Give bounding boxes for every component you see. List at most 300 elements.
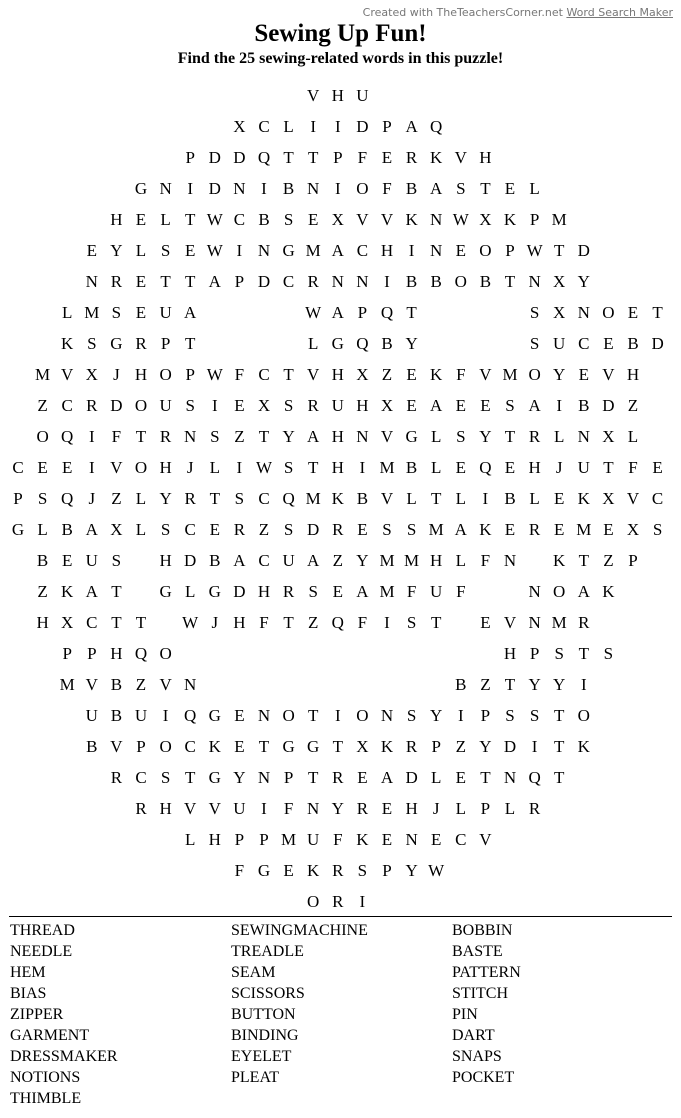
grid-letter: Y: [405, 861, 418, 880]
grid-letter: P: [628, 551, 638, 570]
grid-letter: E: [627, 303, 639, 322]
grid-letter: S: [505, 396, 515, 415]
grid-letter: Y: [528, 675, 541, 694]
grid-letter: Y: [282, 427, 295, 446]
grid-letter: L: [430, 768, 442, 787]
word-list-item: DART: [452, 1027, 495, 1044]
grid-letter: R: [135, 334, 147, 353]
grid-letter: H: [626, 365, 640, 384]
grid-letter: N: [184, 427, 197, 446]
word-list-item: BOBBIN: [452, 922, 513, 939]
grid-letter: Y: [479, 427, 492, 446]
grid-letter: E: [430, 830, 442, 849]
grid-letter: Y: [405, 334, 418, 353]
grid-letter: M: [281, 830, 297, 849]
grid-letter: F: [333, 830, 343, 849]
grid-letter: X: [626, 520, 640, 539]
grid-letter: K: [61, 582, 74, 601]
grid-letter: N: [528, 613, 541, 632]
grid-letter: U: [85, 551, 98, 570]
grid-letter: E: [455, 458, 466, 477]
word-list-item: BIAS: [10, 985, 47, 1002]
grid-letter: L: [504, 799, 516, 818]
grid-letter: X: [61, 613, 74, 632]
grid-letter: B: [455, 675, 467, 694]
grid-letter: T: [307, 768, 319, 787]
grid-letter: O: [356, 179, 369, 198]
grid-letter: A: [430, 396, 443, 415]
word-list-item: BINDING: [231, 1027, 299, 1044]
grid-letter: F: [382, 179, 392, 198]
grid-letter: V: [307, 365, 320, 384]
grid-letter: S: [160, 520, 171, 539]
grid-letter: N: [577, 427, 590, 446]
grid-letter: Z: [37, 582, 48, 601]
grid-letter: Q: [331, 613, 344, 632]
grid-letter: V: [159, 675, 172, 694]
grid-letter: C: [86, 613, 98, 632]
grid-letter: G: [208, 706, 221, 725]
grid-letter: T: [332, 737, 343, 756]
grid-letter: N: [356, 272, 369, 291]
grid-letter: R: [307, 272, 319, 291]
grid-letter: V: [380, 210, 394, 229]
grid-letter: E: [332, 582, 343, 601]
grid-letter: W: [452, 210, 469, 229]
grid-letter: H: [134, 365, 148, 384]
grid-letter: H: [331, 365, 344, 384]
grid-letter: Y: [479, 737, 492, 756]
grid-letter: N: [257, 706, 271, 725]
grid-letter: J: [211, 613, 219, 632]
grid-letter: S: [37, 489, 48, 508]
grid-letter: S: [283, 396, 294, 415]
grid-letter: Z: [381, 365, 393, 384]
grid-letter: C: [258, 365, 270, 384]
grid-letter: K: [430, 365, 443, 384]
grid-letter: G: [208, 582, 221, 601]
grid-letter: H: [430, 551, 443, 570]
grid-letter: I: [384, 613, 390, 632]
grid-letter: R: [332, 768, 344, 787]
grid-letter: E: [455, 241, 466, 260]
grid-letter: B: [356, 489, 369, 508]
grid-letter: X: [602, 489, 615, 508]
grid-letter: L: [209, 458, 220, 477]
grid-letter: K: [430, 148, 443, 167]
grid-letter: D: [602, 396, 615, 415]
grid-letter: W: [428, 861, 445, 880]
grid-letter: D: [233, 582, 246, 601]
grid-letter: E: [184, 241, 196, 260]
grid-letter: K: [61, 334, 74, 353]
grid-letter: N: [85, 272, 98, 291]
grid-letter: I: [359, 458, 366, 477]
grid-letter: O: [602, 303, 615, 322]
word-list: [0, 920, 681, 1118]
grid-letter: X: [380, 396, 394, 415]
grid-letter: K: [380, 737, 394, 756]
grid-letter: A: [307, 427, 320, 446]
grid-letter: T: [578, 644, 589, 663]
grid-letter: N: [307, 179, 320, 198]
grid-letter: P: [136, 737, 146, 756]
grid-letter: A: [85, 582, 98, 601]
grid-letter: V: [85, 675, 98, 694]
grid-letter: O: [356, 706, 369, 725]
grid-letter: S: [357, 861, 368, 880]
grid-letter: Y: [430, 706, 443, 725]
grid-letter: Z: [135, 675, 147, 694]
grid-letter: S: [652, 520, 663, 539]
grid-letter: R: [233, 520, 246, 539]
grid-letter: U: [307, 830, 320, 849]
grid-letter: S: [406, 613, 417, 632]
grid-letter: P: [431, 737, 441, 756]
grid-letter: B: [61, 520, 73, 539]
grid-letter: M: [502, 365, 518, 384]
grid-letter: E: [357, 520, 368, 539]
grid-letter: L: [135, 489, 147, 508]
grid-letter: E: [61, 551, 73, 570]
grid-letter: H: [380, 241, 394, 260]
grid-letter: T: [184, 334, 196, 353]
grid-letter: P: [185, 148, 195, 167]
grid-letter: L: [627, 427, 639, 446]
grid-letter: E: [86, 241, 97, 260]
grid-letter: R: [528, 427, 541, 446]
grid-letter: S: [87, 334, 97, 353]
grid-letter: S: [603, 644, 614, 663]
grid-letter: Z: [258, 520, 270, 539]
grid-letter: A: [85, 520, 98, 539]
grid-letter: B: [578, 396, 590, 415]
grid-letter: U: [356, 86, 369, 105]
grid-letter: T: [184, 768, 196, 787]
grid-letter: I: [211, 396, 218, 415]
grid-letter: T: [553, 241, 565, 260]
grid-letter: A: [528, 396, 541, 415]
grid-letter: O: [159, 644, 172, 663]
grid-letter: P: [160, 334, 171, 353]
grid-letter: V: [380, 427, 394, 446]
grid-letter: Z: [234, 427, 245, 446]
grid-letter: O: [159, 365, 172, 384]
grid-letter: R: [282, 582, 295, 601]
grid-letter: X: [85, 365, 98, 384]
grid-letter: R: [184, 489, 196, 508]
grid-letter: E: [406, 396, 417, 415]
word-list-item: ZIPPER: [10, 1006, 64, 1023]
word-list-item: PLEAT: [231, 1069, 279, 1086]
grid-letter: H: [159, 799, 172, 818]
grid-letter: Q: [61, 427, 74, 446]
grid-letter: K: [208, 737, 221, 756]
grid-letter: H: [528, 458, 541, 477]
grid-letter: S: [185, 396, 195, 415]
grid-letter: X: [257, 396, 271, 415]
grid-letter: Q: [479, 458, 492, 477]
grid-letter: W: [182, 613, 199, 632]
grid-letter: D: [577, 241, 590, 260]
grid-letter: V: [208, 799, 221, 818]
grid-letter: J: [555, 458, 563, 477]
grid-letter: T: [578, 551, 589, 570]
word-list-item: BUTTON: [231, 1006, 296, 1023]
grid-letter: X: [602, 427, 615, 446]
grid-letter: A: [577, 582, 590, 601]
grid-letter: Z: [111, 489, 122, 508]
grid-letter: X: [356, 737, 369, 756]
grid-letter: X: [553, 272, 566, 291]
grid-letter: L: [553, 427, 565, 446]
grid-letter: C: [651, 489, 664, 508]
grid-letter: H: [331, 427, 344, 446]
grid-letter: H: [331, 458, 344, 477]
grid-letter: F: [456, 365, 466, 384]
grid-letter: E: [480, 396, 491, 415]
word-list-item: NEEDLE: [10, 943, 73, 960]
grid-letter: I: [88, 427, 95, 446]
grid-letter: R: [356, 799, 369, 818]
grid-letter: T: [184, 272, 196, 291]
grid-letter: B: [405, 458, 418, 477]
grid-letter: O: [553, 582, 566, 601]
grid-letter: D: [405, 768, 418, 787]
grid-letter: Q: [134, 644, 148, 663]
grid-letter: L: [184, 582, 196, 601]
grid-letter: T: [160, 272, 171, 291]
grid-letter: I: [384, 272, 390, 291]
grid-letter: T: [406, 303, 417, 322]
grid-letter: Z: [627, 396, 639, 415]
grid-letter: E: [61, 458, 73, 477]
grid-letter: F: [456, 582, 466, 601]
grid-letter: E: [455, 396, 466, 415]
grid-letter: E: [234, 737, 245, 756]
grid-letter: X: [233, 117, 246, 136]
grid-letter: E: [307, 210, 319, 229]
grid-letter: U: [159, 396, 172, 415]
grid-letter: Q: [282, 489, 295, 508]
grid-letter: S: [111, 303, 122, 322]
grid-letter: L: [455, 489, 466, 508]
grid-letter: E: [135, 303, 147, 322]
grid-letter: E: [283, 861, 294, 880]
grid-letter: M: [404, 551, 420, 570]
grid-letter: N: [233, 179, 246, 198]
grid-letter: T: [480, 179, 491, 198]
grid-letter: K: [577, 489, 590, 508]
grid-letter: S: [406, 706, 417, 725]
grid-letter: E: [553, 520, 565, 539]
grid-letter: I: [236, 458, 243, 477]
grid-letter: N: [430, 241, 443, 260]
grid-letter: K: [553, 551, 566, 570]
grid-letter: T: [553, 706, 565, 725]
grid-letter: O: [282, 706, 295, 725]
grid-letter: B: [405, 179, 418, 198]
grid-letter: K: [331, 489, 344, 508]
grid-letter: Y: [110, 241, 123, 260]
grid-letter: T: [307, 148, 319, 167]
grid-letter: W: [206, 365, 223, 384]
grid-letter: E: [406, 365, 417, 384]
word-list-item: PATTERN: [452, 964, 521, 981]
grid-letter: S: [554, 644, 564, 663]
grid-letter: H: [479, 148, 492, 167]
grid-letter: M: [59, 675, 75, 694]
grid-letter: H: [159, 458, 172, 477]
grid-letter: R: [86, 396, 98, 415]
grid-letter: P: [234, 272, 245, 291]
grid-letter: E: [135, 210, 147, 229]
grid-letter: C: [578, 334, 590, 353]
grid-letter: J: [186, 458, 194, 477]
grid-letter: X: [331, 210, 344, 229]
grid-letter: P: [185, 365, 195, 384]
grid-letter: V: [110, 458, 123, 477]
grid-letter: L: [135, 241, 147, 260]
grid-letter: P: [62, 644, 72, 663]
grid-letter: M: [551, 613, 567, 632]
grid-letter: I: [261, 799, 267, 818]
grid-letter: Y: [553, 675, 566, 694]
grid-letter: I: [334, 117, 341, 136]
grid-letter: Z: [37, 396, 48, 415]
grid-letter: P: [382, 861, 392, 880]
grid-letter: L: [529, 489, 540, 508]
grid-letter: G: [159, 582, 172, 601]
grid-letter: I: [580, 675, 587, 694]
grid-letter: W: [526, 241, 543, 260]
grid-letter: M: [305, 489, 321, 508]
grid-letter: R: [332, 892, 344, 911]
word-list-item: TREADLE: [231, 943, 304, 960]
word-list-item: NOTIONS: [10, 1069, 81, 1086]
grid-letter: N: [257, 768, 271, 787]
grid-letter: E: [381, 799, 393, 818]
grid-letter: Y: [233, 768, 246, 787]
grid-letter: B: [479, 272, 492, 291]
grid-letter: C: [184, 520, 196, 539]
grid-letter: U: [159, 303, 172, 322]
grid-letter: G: [331, 334, 344, 353]
grid-letter: L: [529, 179, 540, 198]
grid-letter: N: [380, 706, 394, 725]
grid-letter: R: [110, 768, 123, 787]
grid-letter: F: [234, 861, 245, 880]
grid-letter: V: [184, 799, 197, 818]
grid-letter: V: [479, 365, 492, 384]
grid-letter: R: [332, 520, 344, 539]
grid-letter: Q: [380, 303, 394, 322]
grid-letter: Z: [603, 551, 614, 570]
grid-letter: S: [283, 520, 294, 539]
grid-letter: A: [307, 551, 320, 570]
grid-letter: V: [380, 489, 394, 508]
grid-letter: B: [430, 272, 442, 291]
grid-letter: S: [283, 458, 294, 477]
grid-letter: U: [553, 334, 566, 353]
grid-letter: B: [504, 489, 516, 508]
grid-letter: X: [553, 303, 566, 322]
grid-letter: E: [455, 768, 466, 787]
grid-letter: A: [331, 303, 344, 322]
grid-letter: S: [308, 582, 318, 601]
word-list-item: DRESSMAKER: [10, 1048, 118, 1065]
grid-letter: D: [651, 334, 664, 353]
grid-letter: S: [529, 706, 540, 725]
grid-letter: S: [160, 768, 171, 787]
word-search-maker-link[interactable]: Word Search Maker: [566, 6, 673, 19]
word-list-item: POCKET: [452, 1069, 515, 1086]
grid-letter: L: [406, 489, 417, 508]
grid-letter: H: [36, 613, 49, 632]
grid-letter: D: [208, 148, 221, 167]
grid-letter: I: [556, 396, 563, 415]
grid-letter: B: [36, 551, 49, 570]
grid-letter: B: [282, 179, 295, 198]
grid-letter: F: [111, 427, 122, 446]
grid-letter: B: [86, 737, 98, 756]
grid-letter: G: [282, 737, 295, 756]
grid-letter: G: [134, 179, 148, 198]
grid-letter: E: [504, 179, 516, 198]
grid-letter: M: [576, 520, 592, 539]
grid-letter: L: [307, 334, 319, 353]
grid-letter: D: [307, 520, 320, 539]
grid-letter: L: [37, 520, 48, 539]
grid-letter: H: [110, 644, 123, 663]
grid-letter: S: [160, 241, 171, 260]
grid-letter: S: [382, 520, 392, 539]
grid-letter: R: [405, 737, 418, 756]
grid-letter: S: [111, 551, 122, 570]
grid-letter: M: [379, 551, 395, 570]
grid-letter: F: [406, 582, 417, 601]
grid-letter: N: [331, 272, 344, 291]
grid-letter: D: [257, 272, 271, 291]
grid-letter: D: [110, 396, 123, 415]
grid-letter: G: [282, 241, 295, 260]
grid-letter: A: [184, 303, 197, 322]
grid-letter: B: [381, 334, 393, 353]
grid-letter: I: [310, 117, 317, 136]
grid-letter: D: [233, 148, 246, 167]
grid-letter: C: [258, 489, 270, 508]
grid-letter: J: [113, 365, 120, 384]
grid-letter: K: [405, 210, 418, 229]
grid-letter: T: [307, 458, 319, 477]
grid-letter: O: [134, 458, 148, 477]
grid-letter: F: [259, 613, 269, 632]
grid-letter: S: [406, 520, 417, 539]
word-list-item: SNAPS: [452, 1048, 502, 1065]
grid-letter: N: [257, 241, 271, 260]
grid-letter: M: [305, 241, 321, 260]
grid-letter: L: [160, 210, 171, 229]
grid-letter: S: [456, 179, 466, 198]
grid-letter: O: [479, 241, 492, 260]
grid-letter: A: [405, 117, 418, 136]
grid-letter: Y: [553, 365, 566, 384]
grid-letter: P: [480, 706, 491, 725]
grid-letter: E: [381, 830, 393, 849]
word-list-item: EYELET: [231, 1048, 292, 1065]
grid-letter: J: [88, 489, 96, 508]
grid-letter: H: [503, 644, 517, 663]
